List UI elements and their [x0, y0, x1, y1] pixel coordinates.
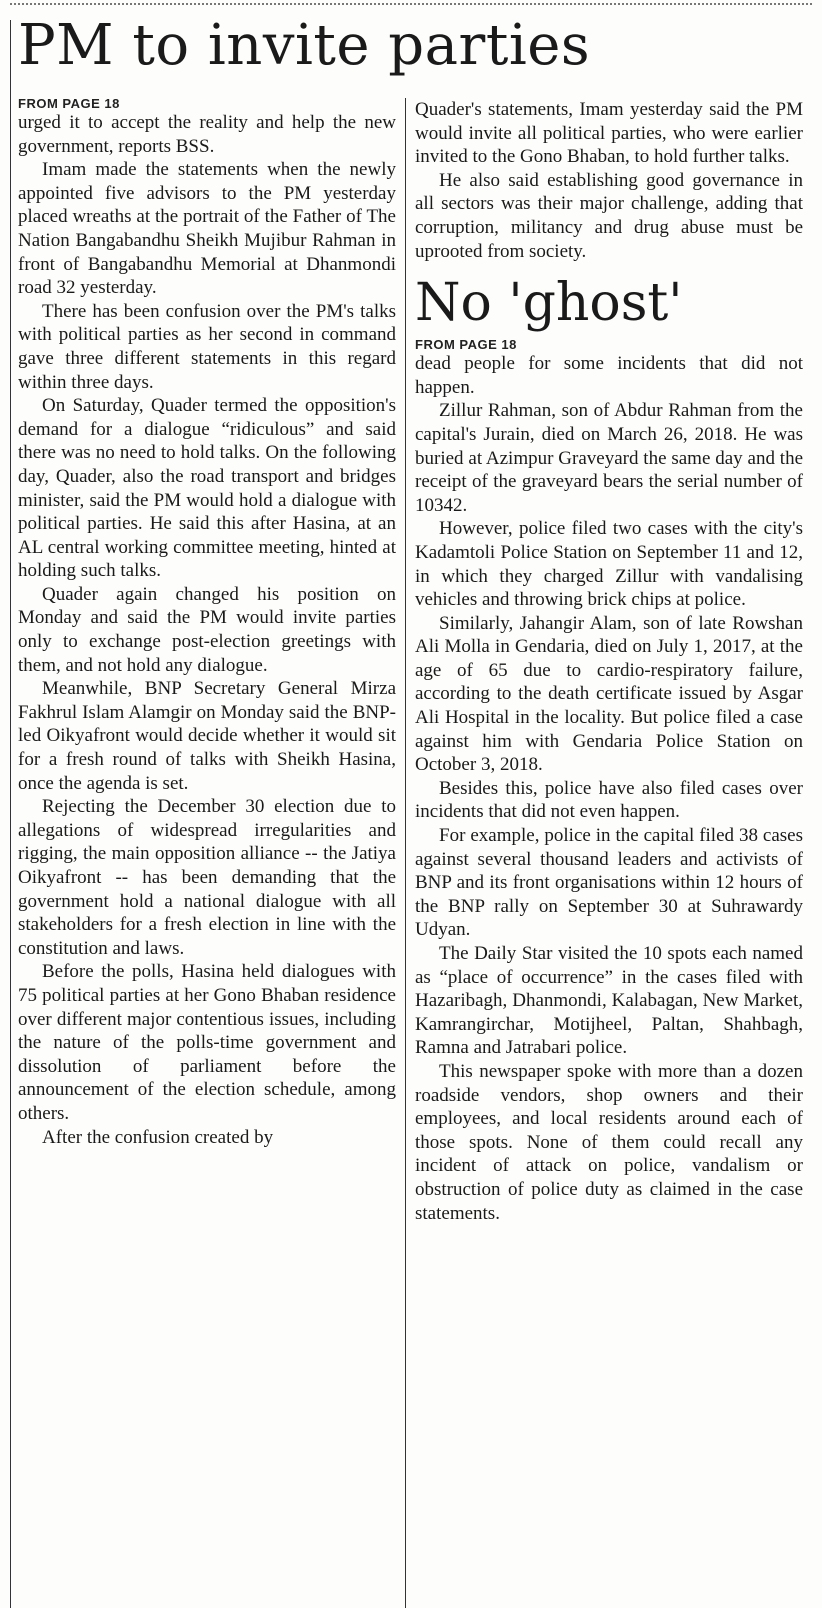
right-column-body	[415, 98, 803, 1225]
paragraph: dead people for some incidents that did not happen.	[415, 353, 803, 398]
paragraph: Similarly, Jahangir Alam, son of late Rowshan Ali Molla in Gendaria, died on July 1, 2017, at the age of 65 due to cardio-respiratory failure, according to the death certificate issued by Asgar Ali Hospital in the locality. But police filed a case against him with Gendaria Police Station on October 3, 2018.	[415, 612, 803, 776]
paragraph: After the confusion created by	[42, 1126, 274, 1148]
continuation-kicker: FROM PAGE 18	[415, 337, 517, 353]
paragraph: Zillur Rahman, son of Abdur Rahman from the capital's Jurain, died on March 26, 2018. He was buried at Azimpur Graveyard the same day and the receipt of the graveyard bears the serial number of 10342.	[415, 400, 803, 516]
paragraph: There has been confusion over the PM's talks with political parties as her second in command gave three different statements in this regard within three days.	[18, 300, 396, 393]
left-column	[18, 0, 396, 1608]
paragraph: Rejecting the December 30 election due to allegations of widespread irregularities and rigging, the main opposition alliance -- the Jatiya Oikyafront -- has been demanding that the government hold a national dialogue with all stakeholders for a fresh election in line with the constitution and laws.	[18, 796, 396, 959]
paragraph: Meanwhile, BNP Secretary General Mirza Fakhrul Islam Alamgir on Monday said the BNP-led Oikyafront would decide whether it would sit for a fresh round of talks with Sheikh Hasina, once the agenda is set.	[18, 678, 396, 794]
right-column	[415, 0, 803, 1608]
main-headline: PM to invite parties	[18, 13, 591, 78]
paragraph: Quader's statements, Imam yesterday said the PM would invite all political parties, who were earlier invited to the Gono Bhaban, to hold further talks.	[415, 99, 803, 168]
continuation-kicker: FROM PAGE 18	[18, 96, 120, 111]
paragraph: urged it to accept the reality and help the new government, reports BSS.	[18, 112, 396, 157]
paragraph: However, police filed two cases with the city's Kadamtoli Police Station on September 11 and 12, in which they charged Zillur with vandalising vehicles and throwing brick chips at police.	[415, 518, 803, 611]
second-headline: No 'ghost'	[415, 273, 683, 334]
paragraph: On Saturday, Quader termed the opposition's demand for a dialogue “ridiculous” and said there was no need to hold talks. On the following day, Quader, also the road transport and bridges minister, said the PM would hold a dialogue with political parties. He said this after Hasina, at an AL central working committee meeting, hinted at holding such talks.	[18, 395, 396, 582]
paragraph: The Daily Star visited the 10 spots each named as “place of occurrence” in the cases filed with Hazaribagh, Dhanmondi, Kalabagan, New Market, Kamrangirchar, Motijheel, Paltan, Shahbagh, Ramna and Jatrabari police.	[415, 943, 803, 1059]
left-column-rule	[10, 20, 11, 1608]
middle-column-rule	[405, 98, 406, 1608]
paragraph: Imam made the statements when the newly appointed five advisors to the PM yesterday placed wreaths at the portrait of the Father of The Nation Bangabandhu Sheikh Mujibur Rahman in front of Bangabandhu Memorial at Dhanmondi road 32 yesterday.	[18, 159, 396, 299]
paragraph: Quader again changed his position on Monday and said the PM would invite parties only to exchange post-election greetings with them, and not hold any dialogue.	[18, 583, 396, 676]
paragraph: Before the polls, Hasina held dialogues with 75 political parties at her Gono Bhaban residence over different major contentious issues, including the nature of the polls-time government and dissolution of parliament before the announcement of the election schedule, among others.	[18, 961, 396, 1124]
paragraph: Besides this, police have also filed cases over incidents that did not even happen.	[415, 777, 803, 823]
left-column-body	[18, 96, 396, 1149]
paragraph: He also said establishing good governance in all sectors was their major challenge, adding that corruption, militancy and drug abuse must be uprooted from society.	[415, 169, 803, 262]
paragraph: For example, police in the capital filed 38 cases against several thousand leaders and activists of BNP and its front organisations within 12 hours of the BNP rally on September 30 at Suhrawardy Udyan.	[415, 825, 803, 941]
paragraph: This newspaper spoke with more than a dozen roadside vendors, shop owners and their employees, and local residents around each of those spots. None of them could recall any incident of attack on police, vandalism or obstruction of police duty as claimed in the case statements.	[415, 1060, 803, 1224]
